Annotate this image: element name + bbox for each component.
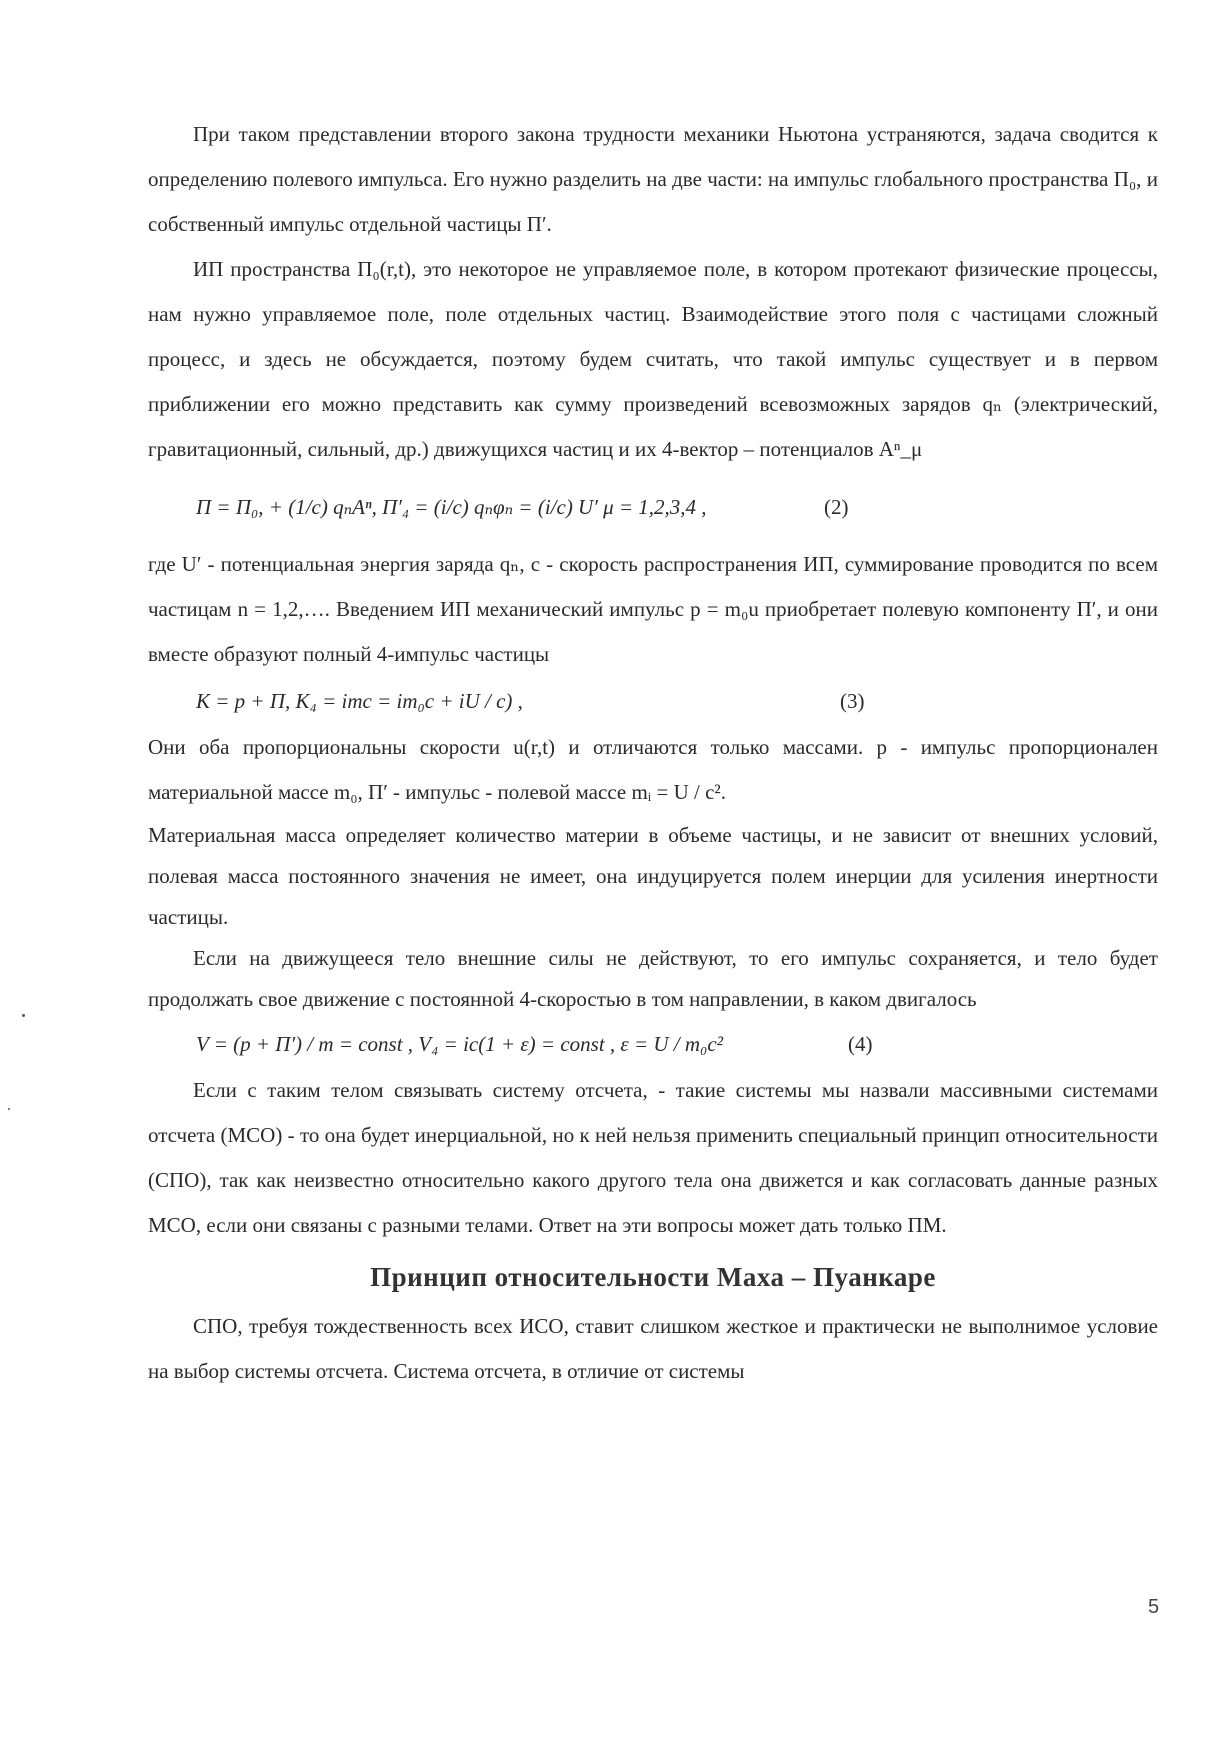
- paragraph-5: Материальная масса определяет количество материи в объеме частицы, и не зависит от внешних условий, полевая масса постоянного значения не имеет, она индуцируется полем инерции для усиления инертности частицы.: [148, 823, 1158, 929]
- page-number: 5: [1148, 1596, 1160, 1618]
- paragraph-6: Если на движущееся тело внешние силы не действуют, то его импульс сохраняется, и тело будет продолжать свое движение с постоянной 4-скоростью в том направлении, в каком двигалось: [148, 946, 1158, 1011]
- equation-3: [148, 677, 1158, 725]
- paragraph-4: Они оба пропорциональны скорости u(r,t) и отличаются только массами. p - импульс пропорционален материальной массе m₀, Π′ - импульс - полевой массе mᵢ = U / c².: [148, 735, 1158, 804]
- equation-2: [148, 472, 1158, 542]
- paragraph-3: где U′ - потенциальная энергия заряда qₙ, c - скорость распространения ИП, суммирование проводится по всем частицам n = 1,2,…. Введением ИП механический импульс p = m₀u приобретает полевую компоненту Π′, и они вместе образуют полный 4-импульс частицы: [148, 552, 1158, 666]
- equation-4: [148, 1020, 1158, 1068]
- scan-speck: [8, 1108, 10, 1110]
- equation-2-body: Π = Π₀, + (1/c) qₙAⁿ, Π′₄ = (i/c) qₙφₙ = (i/c) U′ μ = 1,2,3,4 ,: [196, 495, 707, 519]
- paragraph-2: ИП пространства Π₀(r,t), это некоторое не управляемое поле, в котором протекают физические процессы, нам нужно управляемое поле, поле отдельных частиц. Взаимодействие этого поля с частицами сложный процесс, и здесь не обсуждается, поэтому будем считать, что такой импульс существует и в первом приближении его можно представить как сумму произведений всевозможных зарядов qₙ (электрический, гравитационный, сильный, др.) движущихся частиц и их 4-вектор – потенциалов Aⁿ_μ: [148, 257, 1158, 461]
- paragraph-1: При таком представлении второго закона трудности механики Ньютона устраняются, задача сводится к определению полевого импульса. Его нужно разделить на две части: на импульс глобального пространства Π₀, и собственный импульс отдельной частицы Π′.: [148, 122, 1158, 236]
- paragraph-7: Если с таким телом связывать систему отсчета, - такие системы мы назвали массивными системами отсчета (МСО) - то она будет инерциальной, но к ней нельзя применить специальный принцип относительности (СПО), так как неизвестно относительно какого другого тела она движется и как согласовать данные разных МСО, если они связаны с разными телами. Ответ на эти вопросы может дать только ПМ.: [148, 1078, 1158, 1237]
- equation-3-body: K = p + Π, K₄ = imc = im₀c + iU / c) ,: [196, 689, 523, 713]
- paragraph-8: СПО, требуя тождественность всех ИСО, ставит слишком жесткое и практически не выполнимое условие на выбор системы отсчета. Система отсчета, в отличие от системы: [148, 1314, 1158, 1383]
- equation-4-body: V = (p + Π′) / m = const , V₄ = ic(1 + ε) = const , ε = U / m₀c²: [196, 1032, 723, 1056]
- page-content: [148, 112, 1158, 1394]
- equation-4-number: (4): [848, 1032, 873, 1056]
- scan-speck: [22, 1014, 25, 1017]
- equation-2-number: (2): [824, 495, 849, 519]
- section-heading: Принцип относительности Маха – Пуанкаре: [370, 1262, 936, 1292]
- equation-3-number: (3): [840, 689, 865, 713]
